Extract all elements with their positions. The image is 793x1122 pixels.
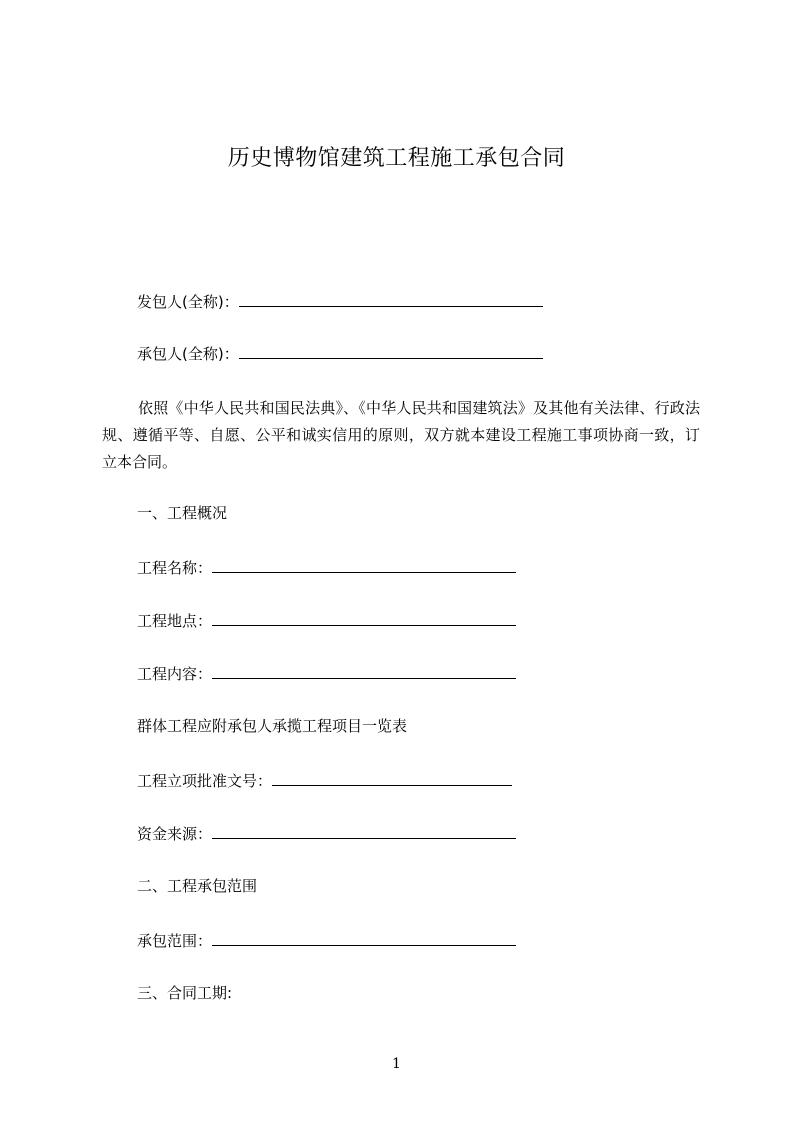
employer-blank[interactable] [239,291,543,307]
page-number: 1 [392,1056,401,1072]
contract-title: 历史博物馆建筑工程施工承包合同 [227,146,566,171]
section2-heading: 二、工程承包范围 [137,877,258,895]
project-content-blank[interactable] [212,663,516,679]
project-content-label: 工程内容： [137,665,213,683]
project-location-blank[interactable] [212,610,516,626]
scope-blank[interactable] [212,930,516,946]
preamble-paragraph: 依照《中华人民共和国民法典》、《中华人民共和国建筑法》及其他有关法律、行政法规、遵循平等、自愿、公平和诚实信用的原则，双方就本建设工程施工事项协商一致，订立本合同。 [102,399,700,471]
employer-line [137,291,543,312]
fund-source-line [137,823,516,844]
section1-heading: 一、工程概况 [137,504,228,522]
approval-number-line [137,770,512,791]
fund-source-blank[interactable] [212,823,516,839]
contractor-label: 承包人(全称)： [137,345,239,363]
project-name-blank[interactable] [212,557,516,573]
contractor-blank[interactable] [239,343,543,359]
project-location-label: 工程地点： [137,612,213,630]
approval-number-blank[interactable] [272,770,512,786]
scope-label: 承包范围： [137,932,213,950]
employer-label: 发包人(全称)： [137,293,239,311]
project-location-line [137,610,516,631]
section3-heading: 三、合同工期: [137,984,233,1002]
project-name-label: 工程名称： [137,559,213,577]
contractor-line [137,343,543,364]
fund-source-label: 资金来源： [137,825,213,843]
approval-number-label: 工程立项批准文号： [137,772,273,790]
project-content-line [137,663,516,684]
scope-line [137,930,516,951]
project-name-line [137,557,516,578]
group-project-note: 群体工程应附承包人承揽工程项目一览表 [137,717,408,735]
